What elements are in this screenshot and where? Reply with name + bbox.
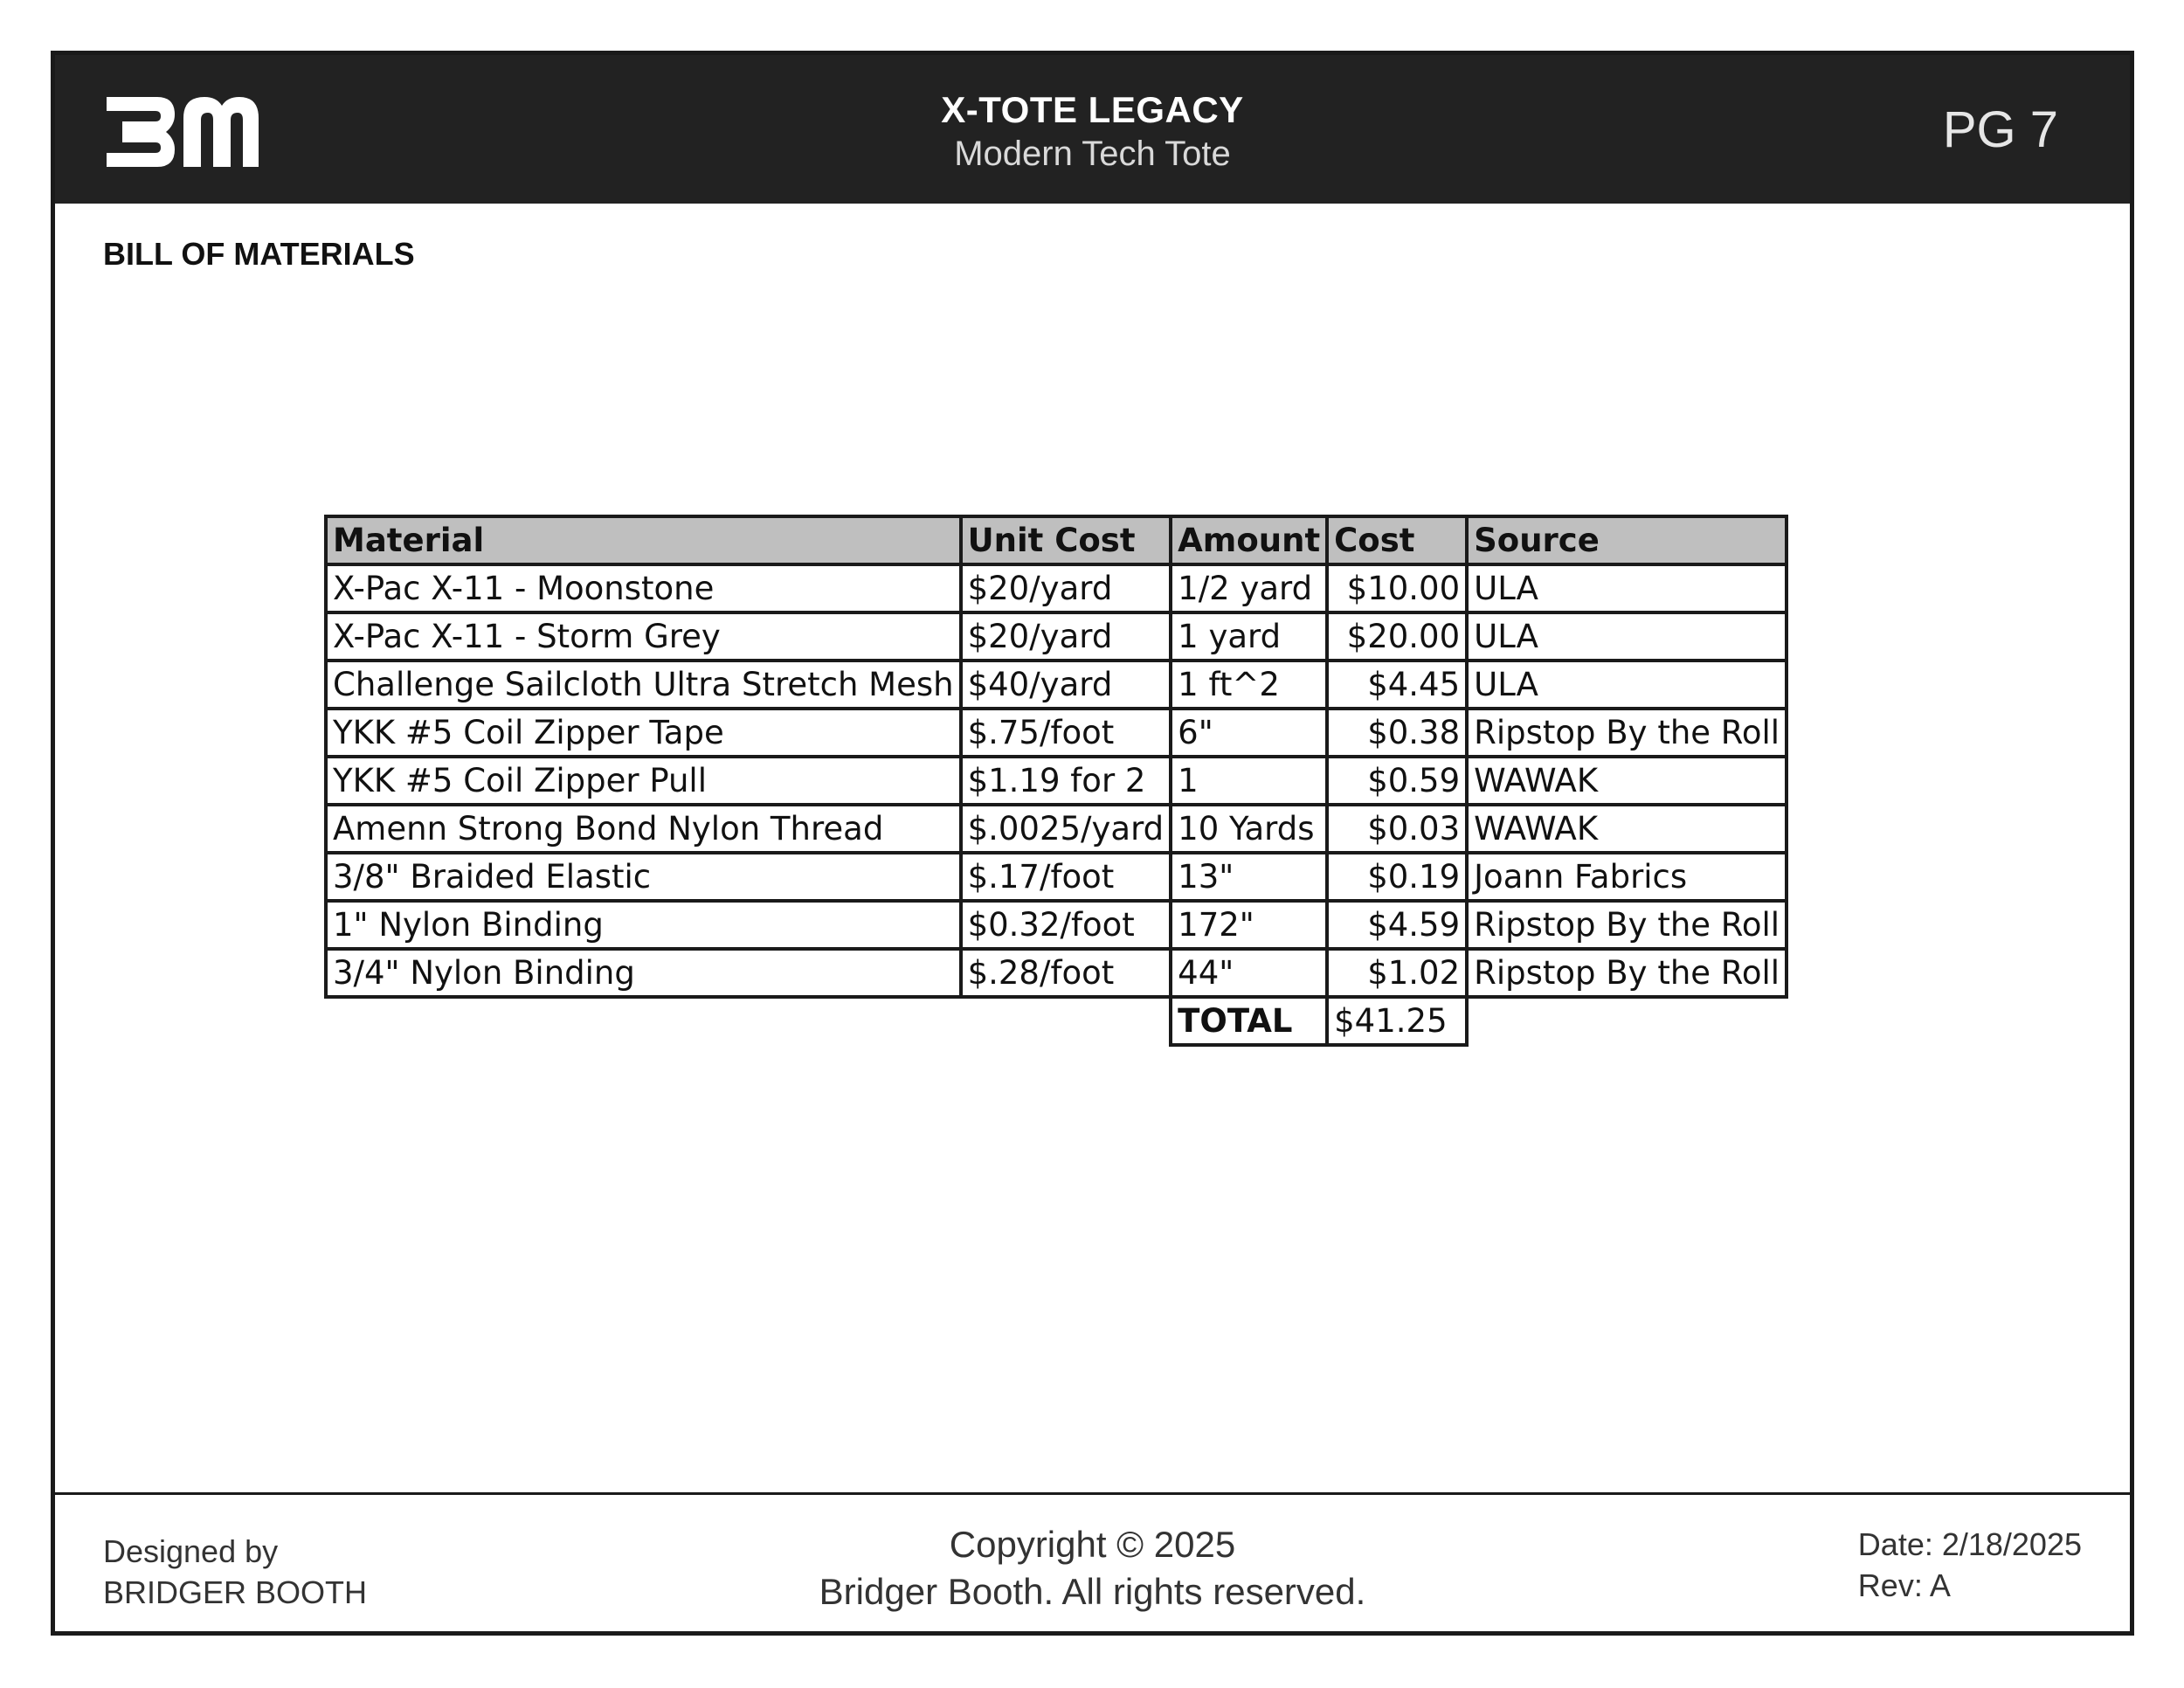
cell-material: YKK #5 Coil Zipper Pull bbox=[326, 757, 961, 805]
cell-source: WAWAK bbox=[1467, 805, 1787, 853]
cell-cost: $0.19 bbox=[1327, 853, 1467, 901]
total-row bbox=[326, 997, 1787, 1045]
table-row bbox=[326, 901, 1787, 949]
cell-material: YKK #5 Coil Zipper Tape bbox=[326, 709, 961, 757]
cell-amount: 13" bbox=[1171, 853, 1327, 901]
document-subtitle: Modern Tech Tote bbox=[954, 135, 1231, 174]
header-amount: Amount bbox=[1171, 516, 1327, 564]
designed-by-label: Designed by bbox=[103, 1533, 279, 1569]
cell-amount: 44" bbox=[1171, 949, 1327, 997]
revision-label: Rev: A bbox=[1857, 1567, 1951, 1603]
cell-source: WAWAK bbox=[1467, 757, 1787, 805]
cell-cost: $0.03 bbox=[1327, 805, 1467, 853]
page-number: PG 7 bbox=[1942, 101, 2058, 158]
document-title: X-TOTE LEGACY bbox=[941, 89, 1244, 130]
designer-name: BRIDGER BOOTH bbox=[103, 1574, 368, 1610]
cell-cost: $0.38 bbox=[1327, 709, 1467, 757]
cell-unit-cost: $.28/foot bbox=[961, 949, 1171, 997]
cell-unit-cost: $20/yard bbox=[961, 612, 1171, 661]
cell-amount: 6" bbox=[1171, 709, 1327, 757]
cell-unit-cost: $.75/foot bbox=[961, 709, 1171, 757]
cell-amount: 1 yard bbox=[1171, 612, 1327, 661]
table-row bbox=[326, 757, 1787, 805]
cell-unit-cost: $20/yard bbox=[961, 564, 1171, 612]
cell-material: Amenn Strong Bond Nylon Thread bbox=[326, 805, 961, 853]
table-row bbox=[326, 949, 1787, 997]
copyright-line-2: Bridger Booth. All rights reserved. bbox=[819, 1570, 1366, 1612]
cell-source: ULA bbox=[1467, 661, 1787, 709]
table-row bbox=[326, 805, 1787, 853]
table-row bbox=[326, 709, 1787, 757]
blank-cell bbox=[961, 997, 1171, 1045]
cell-amount: 10 Yards bbox=[1171, 805, 1327, 853]
cell-material: 1" Nylon Binding bbox=[326, 901, 961, 949]
header-unit-cost: Unit Cost bbox=[961, 516, 1171, 564]
cell-unit-cost: $.17/foot bbox=[961, 853, 1171, 901]
cell-amount: 1 bbox=[1171, 757, 1327, 805]
cell-amount: 1 ft^2 bbox=[1171, 661, 1327, 709]
cell-amount: 1/2 yard bbox=[1171, 564, 1327, 612]
cell-cost: $20.00 bbox=[1327, 612, 1467, 661]
cell-source: Ripstop By the Roll bbox=[1467, 949, 1787, 997]
total-value: $41.25 bbox=[1327, 997, 1467, 1045]
cell-source: ULA bbox=[1467, 612, 1787, 661]
date-label: Date: 2/18/2025 bbox=[1857, 1526, 2082, 1562]
table-row bbox=[326, 661, 1787, 709]
cell-cost: $1.02 bbox=[1327, 949, 1467, 997]
cell-unit-cost: $.0025/yard bbox=[961, 805, 1171, 853]
title-bar bbox=[55, 55, 2130, 204]
cell-cost: $4.59 bbox=[1327, 901, 1467, 949]
title-block bbox=[55, 88, 2130, 176]
cell-cost: $10.00 bbox=[1327, 564, 1467, 612]
cell-unit-cost: $0.32/foot bbox=[961, 901, 1171, 949]
copyright-notice bbox=[55, 1521, 2130, 1615]
blank-cell bbox=[1467, 997, 1787, 1045]
cell-source: Ripstop By the Roll bbox=[1467, 709, 1787, 757]
cell-unit-cost: $1.19 for 2 bbox=[961, 757, 1171, 805]
cell-material: X-Pac X-11 - Moonstone bbox=[326, 564, 961, 612]
cell-material: X-Pac X-11 - Storm Grey bbox=[326, 612, 961, 661]
table-row bbox=[326, 853, 1787, 901]
cell-material: Challenge Sailcloth Ultra Stretch Mesh bbox=[326, 661, 961, 709]
cell-material: 3/4" Nylon Binding bbox=[326, 949, 961, 997]
blank-cell bbox=[326, 997, 961, 1045]
cell-source: ULA bbox=[1467, 564, 1787, 612]
total-label: TOTAL bbox=[1171, 997, 1327, 1045]
bill-of-materials-table bbox=[324, 515, 1788, 1047]
cell-material: 3/8" Braided Elastic bbox=[326, 853, 961, 901]
header-material: Material bbox=[326, 516, 961, 564]
table-row bbox=[326, 564, 1787, 612]
section-title: BILL OF MATERIALS bbox=[103, 236, 415, 272]
table-row bbox=[326, 612, 1787, 661]
header-source: Source bbox=[1467, 516, 1787, 564]
cell-amount: 172" bbox=[1171, 901, 1327, 949]
cell-source: Joann Fabrics bbox=[1467, 853, 1787, 901]
table-header-row bbox=[326, 516, 1787, 564]
cell-cost: $0.59 bbox=[1327, 757, 1467, 805]
footer bbox=[55, 1492, 2130, 1635]
cell-cost: $4.45 bbox=[1327, 661, 1467, 709]
header-cost: Cost bbox=[1327, 516, 1467, 564]
copyright-line-1: Copyright © 2025 bbox=[949, 1524, 1236, 1565]
cell-unit-cost: $40/yard bbox=[961, 661, 1171, 709]
cell-source: Ripstop By the Roll bbox=[1467, 901, 1787, 949]
revision-block bbox=[1858, 1525, 2082, 1607]
